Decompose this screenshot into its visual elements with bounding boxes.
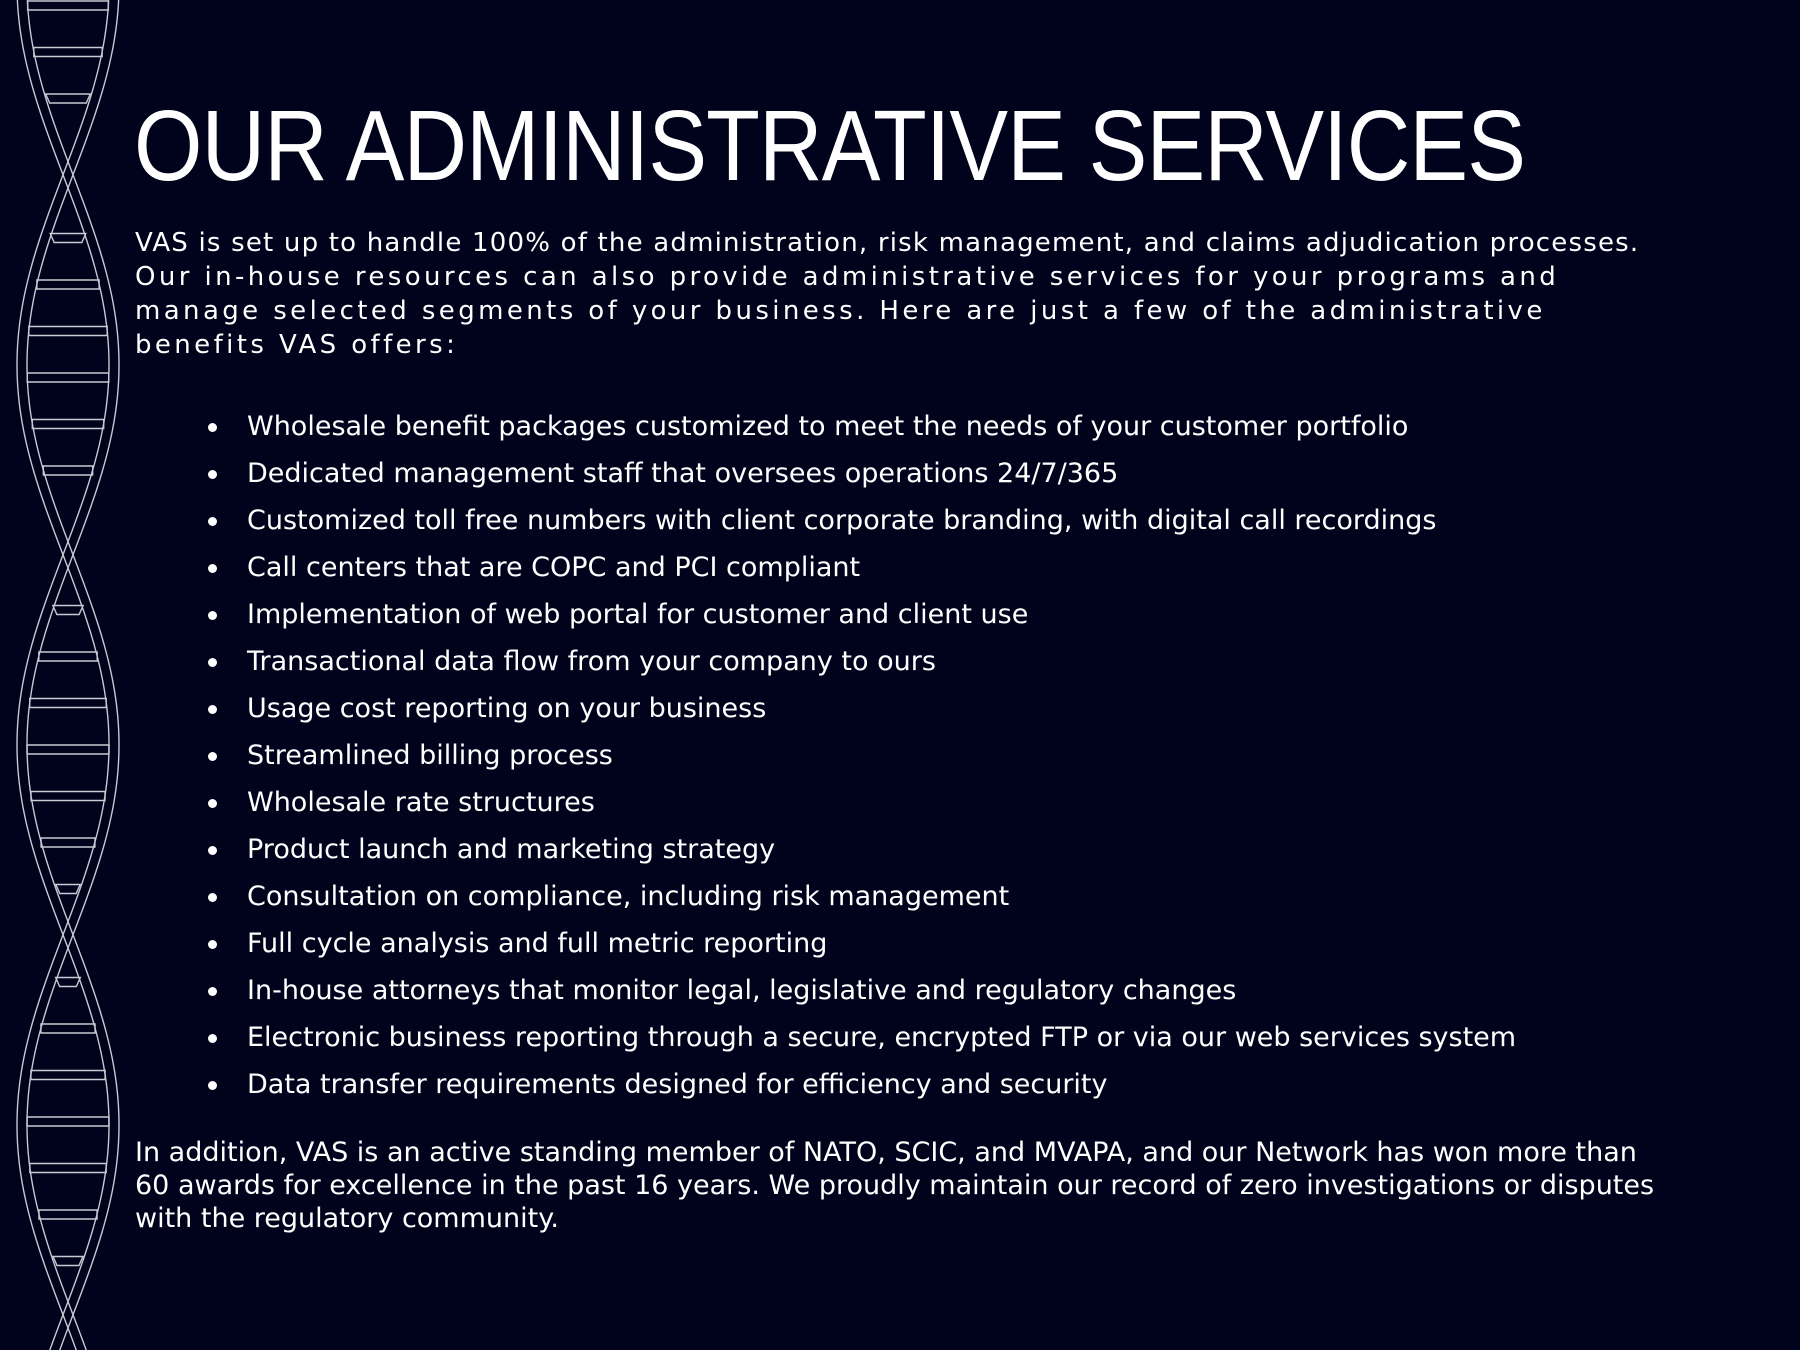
list-item (200, 544, 1516, 591)
list-item-text: Product launch and marketing strategy (247, 834, 776, 865)
list-item-text: Data transfer requirements designed for efficiency and security (247, 1069, 1108, 1100)
bullet-icon (208, 564, 217, 573)
list-item-text: Call centers that are COPC and PCI compliant (247, 552, 861, 583)
list-item (200, 591, 1516, 638)
list-item-text: Customized toll free numbers with client corporate branding, with digital call recordings (247, 505, 1437, 536)
helix-rung (28, 1, 109, 10)
list-item-text: Usage cost reporting on your business (247, 693, 767, 724)
bullet-icon (208, 1081, 217, 1090)
helix-rung (41, 1024, 95, 1033)
list-item (200, 497, 1516, 544)
list-item (200, 920, 1516, 967)
list-item-text: In-house attorneys that monitor legal, legislative and regulatory changes (247, 975, 1237, 1006)
intro-line: Our in-house resources can also provide administrative services for your programs and (135, 262, 1560, 292)
list-item (200, 403, 1516, 450)
bullet-icon (208, 752, 217, 761)
helix-rung (53, 606, 83, 615)
dna-helix-icon (0, 0, 130, 1350)
bullet-icon (208, 846, 217, 855)
list-item-text: Streamlined billing process (247, 740, 613, 771)
list-item (200, 732, 1516, 779)
list-item (200, 873, 1516, 920)
list-item-text: Transactional data flow from your company to ours (247, 646, 936, 677)
helix-rung (56, 978, 81, 987)
list-item-text: Dedicated management staff that oversees operations 24/7/365 (247, 458, 1119, 489)
intro-line: VAS is set up to handle 100% of the administration, risk management, and claims adjudication processes. (135, 228, 1640, 258)
list-item (200, 779, 1516, 826)
helix-rung (27, 1117, 109, 1126)
helix-rung (31, 1071, 105, 1080)
bullet-icon (208, 940, 217, 949)
helix-rung (39, 1210, 97, 1219)
bullet-icon (208, 799, 217, 808)
helix-rung (30, 1164, 106, 1173)
bullet-icon (208, 987, 217, 996)
helix-rung (32, 420, 103, 429)
intro-line: benefits VAS offers: (135, 330, 459, 360)
bullet-icon (208, 705, 217, 714)
list-item-text: Wholesale rate structures (247, 787, 595, 818)
list-item (200, 967, 1516, 1014)
closing-line: 60 awards for excellence in the past 16 years. We proudly maintain our record of zero investigations or disputes (135, 1170, 1655, 1201)
intro-line: manage selected segments of your business. Here are just a few of the administrative (135, 296, 1546, 326)
closing-line: In addition, VAS is an active standing member of NATO, SCIC, and MVAPA, and our Network has won more than (135, 1137, 1637, 1168)
closing-paragraph (135, 1136, 1735, 1235)
list-item (200, 826, 1516, 873)
list-item-text: Wholesale benefit packages customized to meet the needs of your customer portfolio (247, 411, 1409, 442)
helix-rung (43, 466, 92, 475)
helix-rung (56, 885, 80, 894)
helix-rung (34, 48, 102, 57)
helix-rung (27, 745, 109, 754)
benefits-list (200, 403, 1516, 1108)
helix-rung (39, 652, 97, 661)
helix-rung (37, 280, 99, 289)
bullet-icon (208, 893, 217, 902)
helix-rung (31, 792, 105, 801)
helix-rung (41, 838, 95, 847)
bullet-icon (208, 1034, 217, 1043)
helix-rung (29, 327, 107, 336)
bullet-icon (208, 423, 217, 432)
helix-rung (50, 234, 86, 243)
list-item-text: Consultation on compliance, including risk management (247, 881, 1010, 912)
list-item-text: Electronic business reporting through a secure, encrypted FTP or via our web services system (247, 1022, 1517, 1053)
bullet-icon (208, 517, 217, 526)
list-item-text: Full cycle analysis and full metric reporting (247, 928, 828, 959)
list-item-text: Implementation of web portal for customer and client use (247, 599, 1029, 630)
bullet-icon (208, 470, 217, 479)
bullet-icon (208, 658, 217, 667)
helix-rung (46, 94, 91, 103)
helix-rung (30, 699, 106, 708)
intro-paragraph (135, 226, 1735, 362)
list-item (200, 1061, 1516, 1108)
list-item (200, 685, 1516, 732)
closing-line: with the regulatory community. (135, 1203, 559, 1234)
page-title: OUR ADMINISTRATIVE SERVICES (134, 90, 1526, 202)
list-item (200, 638, 1516, 685)
helix-rung (53, 1257, 83, 1266)
list-item (200, 450, 1516, 497)
bullet-icon (208, 611, 217, 620)
list-item (200, 1014, 1516, 1061)
helix-rung (27, 373, 109, 382)
